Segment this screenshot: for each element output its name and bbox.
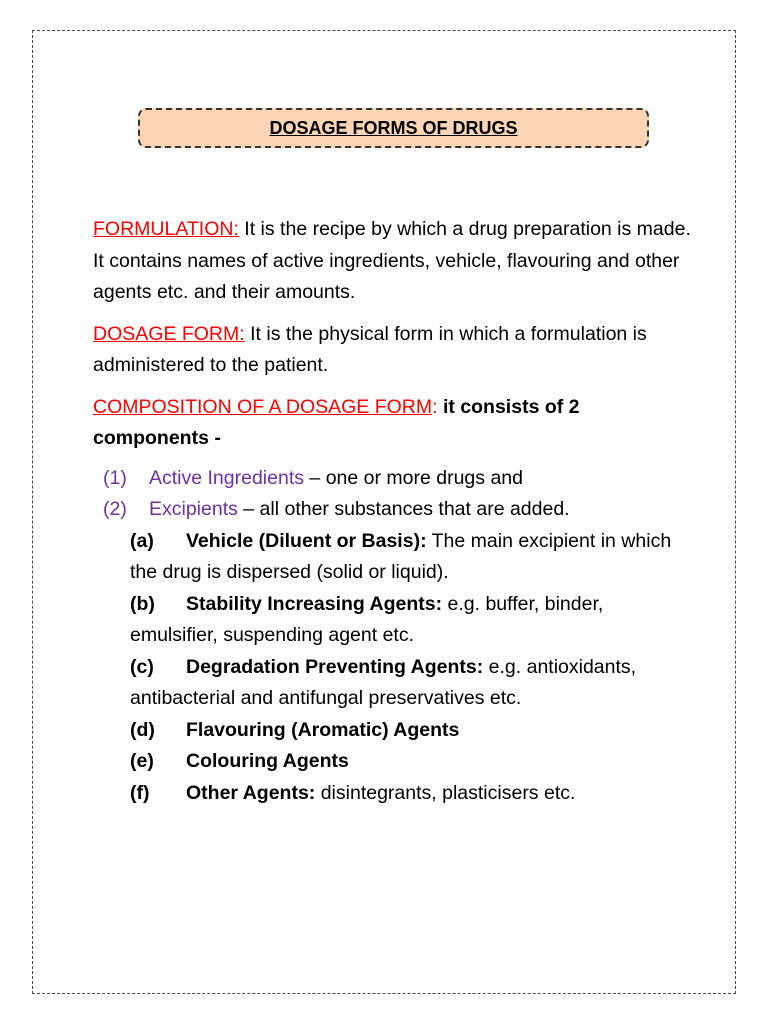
excipient-name: Degradation Preventing Agents:	[186, 655, 484, 678]
excipient-label: (a)	[130, 529, 154, 552]
page-title: DOSAGE FORMS OF DRUGS	[269, 117, 518, 138]
excipient-text: e.g. antioxidants, antibacterial and antifungal preservatives etc.	[130, 655, 637, 709]
excipient-label: (f)	[130, 781, 150, 804]
excipient-text: e.g. buffer, binder, emulsifier, suspending agent etc.	[130, 592, 604, 646]
composition-paragraph	[93, 392, 693, 455]
list-item	[130, 652, 693, 715]
excipient-label: (d)	[130, 718, 155, 741]
formulation-heading: FORMULATION:	[93, 218, 239, 240]
component-text: – all other substances that are added.	[237, 498, 570, 520]
title-box	[138, 108, 649, 148]
excipient-name: Flavouring (Aromatic) Agents	[186, 718, 460, 741]
dosage-form-heading: DOSAGE FORM:	[93, 322, 245, 345]
excipient-label: (b)	[130, 592, 155, 615]
excipient-label: (c)	[130, 655, 154, 678]
component-number: (2)	[103, 498, 127, 520]
list-item	[93, 463, 693, 495]
list-item	[130, 526, 693, 589]
excipient-text: The main excipient in which the drug is dispersed (solid or liquid).	[130, 529, 672, 583]
components-list	[93, 463, 693, 526]
component-name: Active Ingredients	[149, 466, 305, 489]
component-number: (1)	[103, 466, 127, 489]
document-body	[93, 214, 693, 809]
excipient-name: Stability Increasing Agents:	[186, 592, 443, 615]
list-item	[130, 589, 693, 652]
formulation-text: It is the recipe by which a drug preparation is made. It contains names of active ingredients, vehicle, flavouring and other agents etc. and their amounts.	[93, 218, 691, 303]
dosage-form-paragraph	[93, 319, 693, 382]
excipients-list	[93, 526, 693, 810]
excipient-text: disintegrants, plasticisers etc.	[315, 781, 576, 804]
excipient-label: (e)	[130, 750, 154, 772]
composition-heading: COMPOSITION OF A DOSAGE FORM	[93, 395, 433, 418]
dosage-form-text: It is the physical form in which a formulation is administered to the patient.	[93, 322, 647, 376]
list-item	[130, 715, 693, 747]
composition-colon: :	[432, 395, 438, 418]
formulation-paragraph	[93, 214, 693, 309]
list-item	[130, 746, 693, 778]
composition-text: it consists of 2 components -	[93, 395, 580, 449]
component-name: Excipients	[149, 498, 238, 520]
excipient-name: Colouring Agents	[186, 750, 349, 772]
excipient-name: Other Agents:	[186, 781, 316, 804]
component-text: – one or more drugs and	[304, 466, 523, 489]
list-item	[93, 494, 693, 526]
list-item	[130, 778, 693, 810]
excipient-name: Vehicle (Diluent or Basis):	[186, 529, 427, 552]
